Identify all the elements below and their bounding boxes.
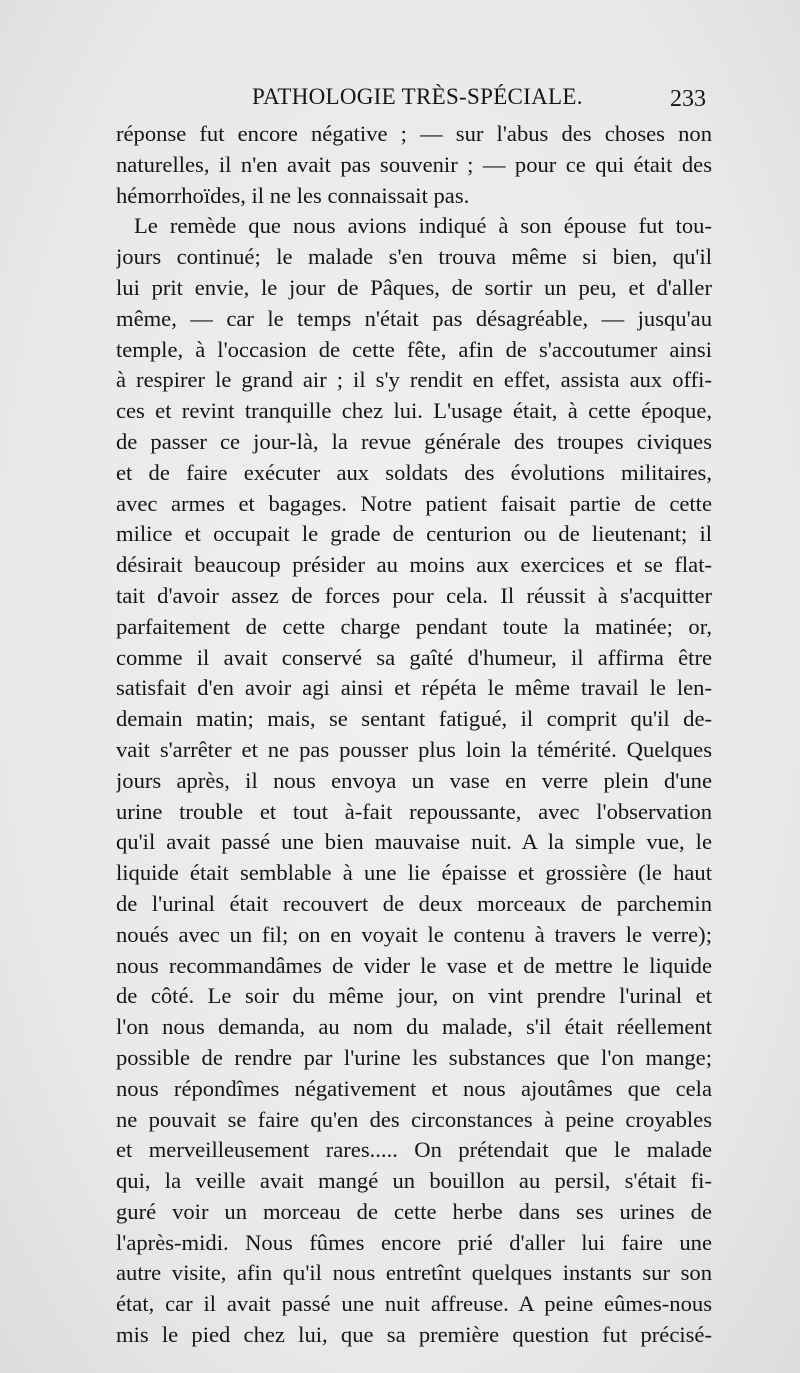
text-line: satisfait d'en avoir agi ainsi et répéta le même travail le len- — [116, 675, 712, 701]
text-line: milice et occupait le grade de centurion ou de lieutenant; il — [116, 521, 712, 547]
text-line: réponse fut encore négative ; — sur l'abus des choses non — [116, 121, 712, 146]
text-line: temple, à l'occasion de cette fête, afin de s'accoutumer ainsi — [116, 336, 712, 362]
text-line: même, — car le temps n'était pas désagréable, — jusqu'au — [116, 305, 712, 331]
text-line: jours continué; le malade s'en trouva même si bien, qu'il — [116, 244, 712, 270]
text-line: liquide était semblable à une lie épaisse et grossière (le haut — [116, 860, 712, 886]
text-line: de passer ce jour-là, la revue générale des troupes civiques — [116, 428, 712, 454]
text-line: possible de rendre par l'urine les substances que l'on mange; — [116, 1044, 712, 1070]
text-line: de côté. Le soir du même jour, on vint prendre l'urinal et — [116, 983, 712, 1009]
text-line: ne pouvait se faire qu'en des circonstances à peine croyables — [116, 1106, 712, 1132]
text-line: nous répondîmes négativement et nous ajoutâmes que cela — [116, 1075, 712, 1101]
body-text — [116, 119, 712, 1351]
text-line: jours après, il nous envoya un vase en verre plein d'une — [116, 767, 712, 793]
text-line: et de faire exécuter aux soldats des évolutions militaires, — [116, 459, 712, 485]
text-line: demain matin; mais, se sentant fatigué, il comprit qu'il de- — [116, 706, 712, 732]
text-line: hémorrhoïdes, il ne les connaissait pas. — [116, 182, 470, 208]
text-line: qui, la veille avait mangé un bouillon au persil, s'était fi- — [116, 1168, 712, 1194]
text-line: qu'il avait passé une bien mauvaise nuit. A la simple vue, le — [116, 829, 712, 855]
text-line: lui prit envie, le jour de Pâques, de sortir un peu, et d'aller — [116, 274, 712, 300]
text-line: état, car il avait passé une nuit affreuse. A peine eûmes-nous — [116, 1291, 712, 1317]
text-line: vait s'arrêter et ne pas pousser plus loin la témérité. Quelques — [116, 736, 712, 762]
text-line: mis le pied chez lui, que sa première question fut précisé- — [116, 1322, 712, 1348]
text-line: à respirer le grand air ; il s'y rendit en effet, assista aux offi- — [116, 367, 712, 393]
text-line: désirait beaucoup présider au moins aux exercices et se flat- — [116, 552, 712, 578]
text-line: l'après-midi. Nous fûmes encore prié d'aller lui faire une — [116, 1229, 712, 1255]
text-line: naturelles, il n'en avait pas souvenir ; — pour ce qui était des — [116, 151, 712, 177]
text-line: et merveilleusement rares..... On prétendait que le malade — [116, 1137, 712, 1163]
page-number: 233 — [670, 86, 706, 112]
text-line: avec armes et bagages. Notre patient faisait partie de cette — [116, 490, 712, 516]
text-line: urine trouble et tout à-fait repoussante, avec l'observation — [116, 798, 712, 824]
paragraph-1 — [116, 119, 712, 211]
text-line: nous recommandâmes de vider le vase et de mettre le liquide — [116, 952, 712, 978]
text-line: de l'urinal était recouvert de deux morceaux de parchemin — [116, 890, 712, 916]
text-line: tait d'avoir assez de forces pour cela. Il réussit à s'acquitter — [116, 582, 712, 608]
text-line: ces et revint tranquille chez lui. L'usage était, à cette époque, — [116, 398, 712, 424]
running-title: PATHOLOGIE TRÈS-SPÉCIALE. — [252, 84, 583, 109]
text-line: guré voir un morceau de cette herbe dans ses urines de — [116, 1198, 712, 1224]
text-line: comme il avait conservé sa gaîté d'humeur, il affirma être — [116, 644, 712, 670]
page-header — [116, 84, 710, 118]
text-line: Le remède que nous avions indiqué à son épouse fut tou- — [134, 213, 712, 239]
text-line: autre visite, afin qu'il nous entretînt quelques instants sur son — [116, 1260, 712, 1286]
text-line: parfaitement de cette charge pendant toute la matinée; or, — [116, 613, 712, 639]
text-line: noués avec un fil; on en voyait le contenu à travers le verre); — [116, 921, 712, 947]
text-line: l'on nous demanda, au nom du malade, s'il était réellement — [116, 1014, 712, 1040]
paragraph-2 — [116, 211, 712, 1350]
